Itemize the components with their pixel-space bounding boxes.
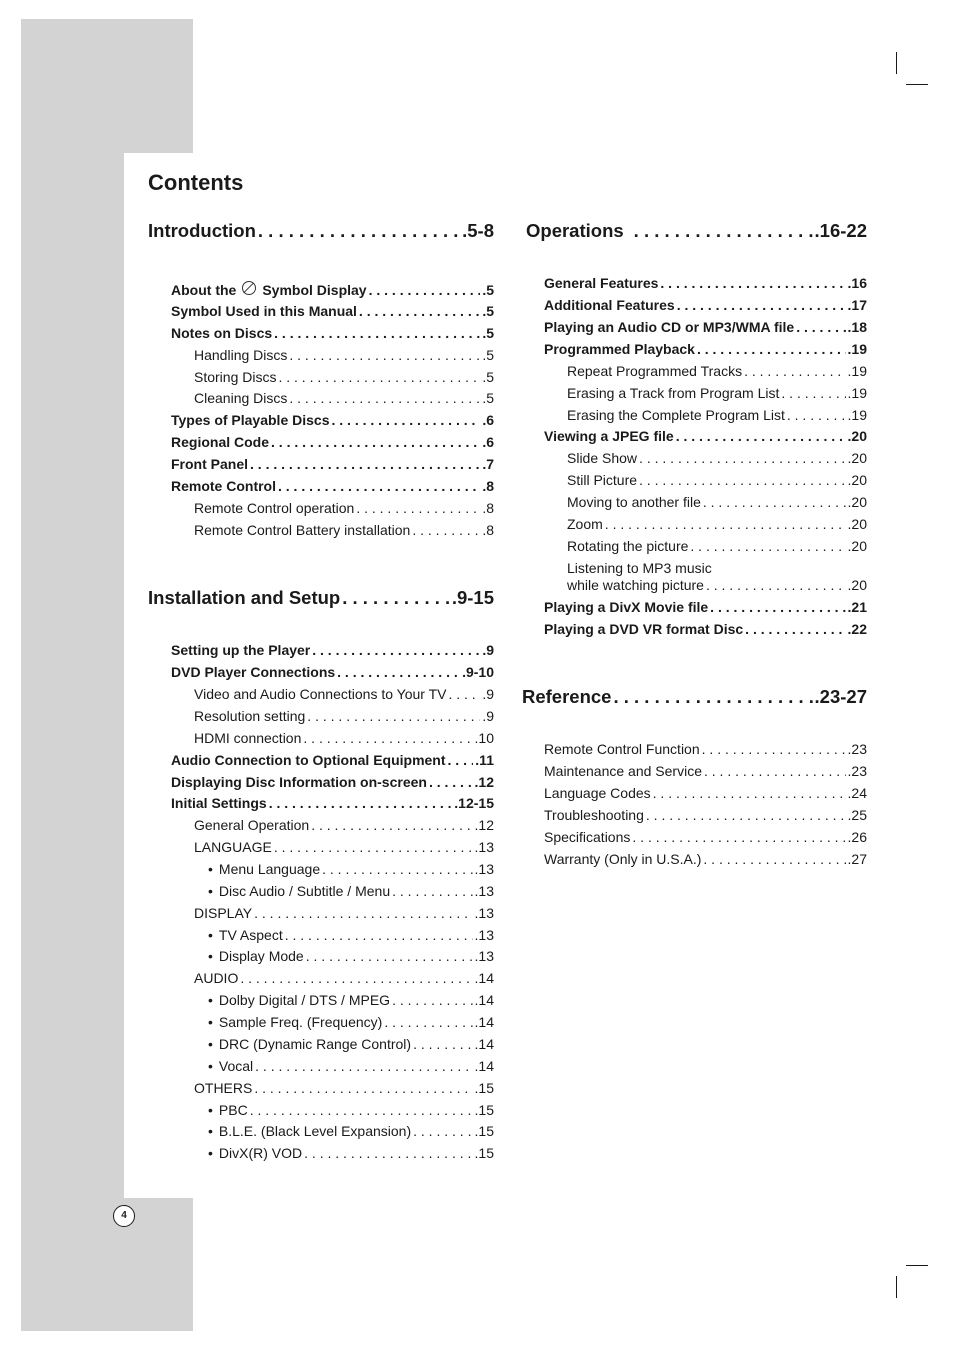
section-title: Introduction [148,220,256,241]
toc-entry-dvd-vr[interactable]: Playing a DVD VR format Disc . . . .22 [544,621,867,637]
toc-entry-cleaning-discs[interactable]: Cleaning Discs . . . .5 [194,390,494,406]
toc-entry-listening-mp3[interactable]: while watching picture . . . .20 [567,577,867,593]
page-title: Contents [148,170,244,195]
toc-entry-audio[interactable]: AUDIO . . . .14 [194,970,494,986]
toc-entry-disc-audio[interactable]: • Disc Audio / Subtitle / Menu . . . .13 [208,883,494,899]
toc-entry-drc[interactable]: • DRC (Dynamic Range Control) . . . .14 [208,1036,494,1052]
toc-entry-maintenance[interactable]: Maintenance and Service . . . .23 [544,763,867,779]
toc-entry-ble[interactable]: • B.L.E. (Black Level Expansion) . . . .15 [208,1123,494,1139]
toc-entry-initial-settings[interactable]: Initial Settings . . . .12-15 [171,795,494,811]
toc-entry-divx-vod[interactable]: • DivX(R) VOD . . . .15 [208,1145,494,1161]
toc-entry-rotating[interactable]: Rotating the picture . . . .20 [567,538,867,554]
toc-entry-others[interactable]: OTHERS . . . .15 [194,1080,494,1096]
toc-entry-audio-cd[interactable]: Playing an Audio CD or MP3/WMA file . . . .18 [544,319,867,335]
crop-mark-top-horizontal [906,84,928,85]
section-title: Reference [522,686,612,707]
toc-entry-menu-language[interactable]: • Menu Language . . . .13 [208,861,494,877]
toc-entry-slide-show[interactable]: Slide Show . . . .20 [567,450,867,466]
section-pages: .23-27 [814,686,867,707]
toc-entry-listening-mp3-line1[interactable]: Listening to MP3 music [567,560,712,576]
section-heading-installation [148,587,494,609]
toc-entry-resolution[interactable]: Resolution setting . . . .9 [194,708,494,724]
toc-entry-dolby-digital[interactable]: • Dolby Digital / DTS / MPEG . . . .14 [208,992,494,1008]
gray-band-left [21,19,124,1331]
section-pages: .5-8 [462,220,494,241]
toc-entry-about-symbol[interactable]: About the Symbol Display . . . .5 [171,281,494,298]
toc-entry-additional-features[interactable]: Additional Features . . . .17 [544,297,867,313]
toc-entry-video-audio-tv[interactable]: Video and Audio Connections to Your TV . . . .9 [194,686,494,702]
toc-entry-repeat-programmed[interactable]: Repeat Programmed Tracks . . . .19 [567,363,867,379]
toc-entry-display[interactable]: DISPLAY . . . .13 [194,905,494,921]
toc-entry-divx-movie[interactable]: Playing a DivX Movie file . . . .21 [544,599,867,615]
crop-mark-top-vertical [896,52,897,74]
toc-entry-general-operation[interactable]: General Operation . . . .12 [194,817,494,833]
crop-mark-bottom-vertical [896,1276,897,1298]
toc-entry-display-mode[interactable]: • Display Mode . . . .13 [208,948,494,964]
invalid-symbol-icon [242,281,256,295]
toc-entry-notes-on-discs[interactable]: Notes on Discs . . . .5 [171,325,494,341]
section-title: Installation and Setup [148,587,341,608]
toc-entry-moving-file[interactable]: Moving to another file . . . .20 [567,494,867,510]
toc-entry-remote-operation[interactable]: Remote Control operation . . . .8 [194,500,494,516]
toc-entry-vocal[interactable]: • Vocal . . . .14 [208,1058,494,1074]
crop-mark-bottom-horizontal [906,1265,928,1266]
toc-entry-types-of-discs[interactable]: Types of Playable Discs . . . .6 [171,412,494,428]
toc-entry-remote-control[interactable]: Remote Control . . . .8 [171,478,494,494]
toc-entry-symbol-used[interactable]: Symbol Used in this Manual . . . .5 [171,303,494,319]
toc-entry-hdmi[interactable]: HDMI connection . . . .10 [194,730,494,746]
toc-entry-regional-code[interactable]: Regional Code . . . .6 [171,434,494,450]
toc-entry-pbc[interactable]: • PBC . . . .15 [208,1102,494,1118]
section-heading-reference [522,686,867,708]
section-pages: .9-15 [451,587,494,608]
toc-entry-remote-battery[interactable]: Remote Control Battery installation . . . .8 [194,522,494,538]
toc-entry-erasing-complete[interactable]: Erasing the Complete Program List . . . .19 [567,407,867,423]
toc-entry-language[interactable]: LANGUAGE . . . .13 [194,839,494,855]
toc-entry-front-panel[interactable]: Front Panel . . . .7 [171,456,494,472]
section-heading-introduction [148,220,494,242]
toc-entry-sample-freq[interactable]: • Sample Freq. (Frequency) . . . .14 [208,1014,494,1030]
toc-entry-remote-function[interactable]: Remote Control Function . . . .23 [544,741,867,757]
toc-entry-audio-optional[interactable]: Audio Connection to Optional Equipment . . . .11 [171,752,494,768]
toc-entry-setting-up[interactable]: Setting up the Player . . . .9 [171,642,494,658]
section-pages: .16-22 [814,220,867,241]
toc-entry-programmed-playback[interactable]: Programmed Playback . . . .19 [544,341,867,357]
toc-entry-language-codes[interactable]: Language Codes . . . .24 [544,785,867,801]
toc-entry-zoom[interactable]: Zoom . . . .20 [567,516,867,532]
toc-entry-general-features[interactable]: General Features . . . .16 [544,275,867,291]
toc-entry-disc-info[interactable]: Displaying Disc Information on-screen . . . .12 [171,774,494,790]
toc-entry-dvd-connections[interactable]: DVD Player Connections . . . .9-10 [171,664,494,680]
toc-entry-still-picture[interactable]: Still Picture . . . .20 [567,472,867,488]
toc-entry-storing-discs[interactable]: Storing Discs . . . .5 [194,369,494,385]
toc-entry-erasing-track[interactable]: Erasing a Track from Program List . . . .19 [567,385,867,401]
toc-entry-specifications[interactable]: Specifications . . . .26 [544,829,867,845]
section-heading-operations [526,220,867,242]
toc-entry-troubleshooting[interactable]: Troubleshooting . . . .25 [544,807,867,823]
gray-band-bottom [21,1198,193,1331]
toc-entry-tv-aspect[interactable]: • TV Aspect . . . .13 [208,927,494,943]
toc-entry-viewing-jpeg[interactable]: Viewing a JPEG file . . . .20 [544,428,867,444]
page-number-badge: 4 [113,1205,135,1227]
section-title: Operations [526,220,624,241]
toc-entry-warranty[interactable]: Warranty (Only in U.S.A.) . . . .27 [544,851,867,867]
toc-entry-handling-discs[interactable]: Handling Discs . . . .5 [194,347,494,363]
